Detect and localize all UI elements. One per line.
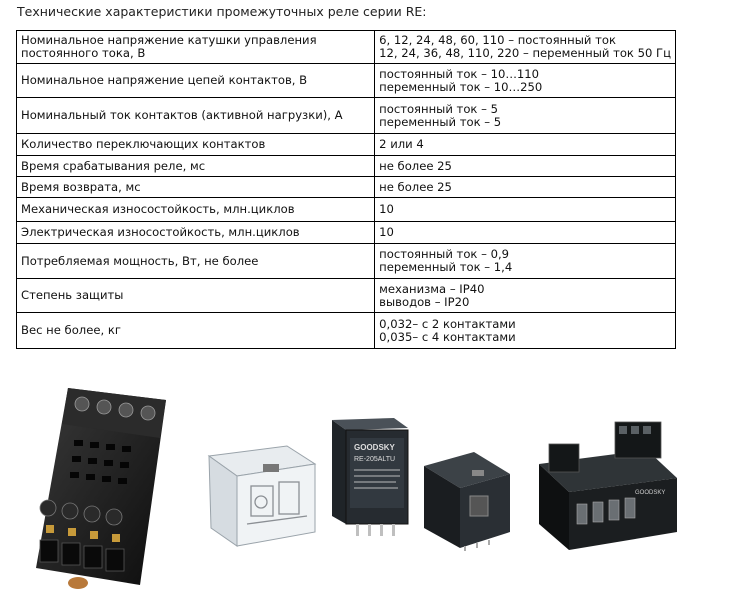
table-row bbox=[17, 198, 676, 222]
value-cell: постоянный ток – 5 переменный ток – 5 bbox=[375, 98, 676, 134]
table-row bbox=[17, 313, 676, 349]
svg-text:GOODSKY: GOODSKY bbox=[354, 443, 395, 452]
value-cell: 0,032– с 2 контактами 0,035– с 4 контактами bbox=[375, 313, 676, 349]
table-row bbox=[17, 177, 676, 198]
param-cell: Электрическая износостойкость, млн.циклов bbox=[17, 222, 375, 244]
table-row bbox=[17, 134, 676, 156]
value-cell: 10 bbox=[375, 198, 676, 222]
param-cell: Номинальное напряжение катушки управления постоянного тока, В bbox=[17, 31, 375, 64]
value-cell: 10 bbox=[375, 222, 676, 244]
relay-clear-image bbox=[203, 442, 321, 550]
param-cell: Количество переключающих контактов bbox=[17, 134, 375, 156]
table-row bbox=[17, 64, 676, 98]
svg-text:GOODSKY: GOODSKY bbox=[635, 490, 666, 496]
product-photos bbox=[0, 360, 729, 592]
relay-dark-image bbox=[414, 448, 514, 552]
table-row bbox=[17, 279, 676, 313]
table-row bbox=[17, 31, 676, 64]
value-cell: механизма – IP40 выводов – IP20 bbox=[375, 279, 676, 313]
value-cell: 2 или 4 bbox=[375, 134, 676, 156]
param-cell: Механическая износостойкость, млн.циклов bbox=[17, 198, 375, 222]
param-cell: Время возврата, мс bbox=[17, 177, 375, 198]
param-cell: Время срабатывания реле, мс bbox=[17, 156, 375, 177]
table-row bbox=[17, 156, 676, 177]
param-cell: Вес не более, кг bbox=[17, 313, 375, 349]
page-heading: Технические характеристики промежуточных реле серии RE: bbox=[17, 4, 427, 19]
relay-socket-image bbox=[28, 380, 178, 592]
table-row bbox=[17, 244, 676, 279]
param-cell: Потребляемая мощность, Вт, не более bbox=[17, 244, 375, 279]
value-cell: не более 25 bbox=[375, 156, 676, 177]
param-cell: Номинальное напряжение цепей контактов, В bbox=[17, 64, 375, 98]
table-row bbox=[17, 222, 676, 244]
param-cell: Степень защиты bbox=[17, 279, 375, 313]
value-cell: 6, 12, 24, 48, 60, 110 – постоянный ток 12, 24, 36, 48, 110, 220 – переменный ток 50 Гц bbox=[375, 31, 676, 64]
table-row bbox=[17, 98, 676, 134]
value-cell: постоянный ток – 0,9 переменный ток – 1,4 bbox=[375, 244, 676, 279]
param-cell: Номинальный ток контактов (активной нагрузки), А bbox=[17, 98, 375, 134]
value-cell: постоянный ток – 10…110 переменный ток – 10…250 bbox=[375, 64, 676, 98]
svg-text:RE-205ALTU: RE-205ALTU bbox=[354, 456, 396, 463]
specifications-table bbox=[16, 30, 676, 349]
value-cell: не более 25 bbox=[375, 177, 676, 198]
relay-socket-image-2 bbox=[535, 414, 681, 554]
relay-labeled-image bbox=[328, 416, 412, 538]
